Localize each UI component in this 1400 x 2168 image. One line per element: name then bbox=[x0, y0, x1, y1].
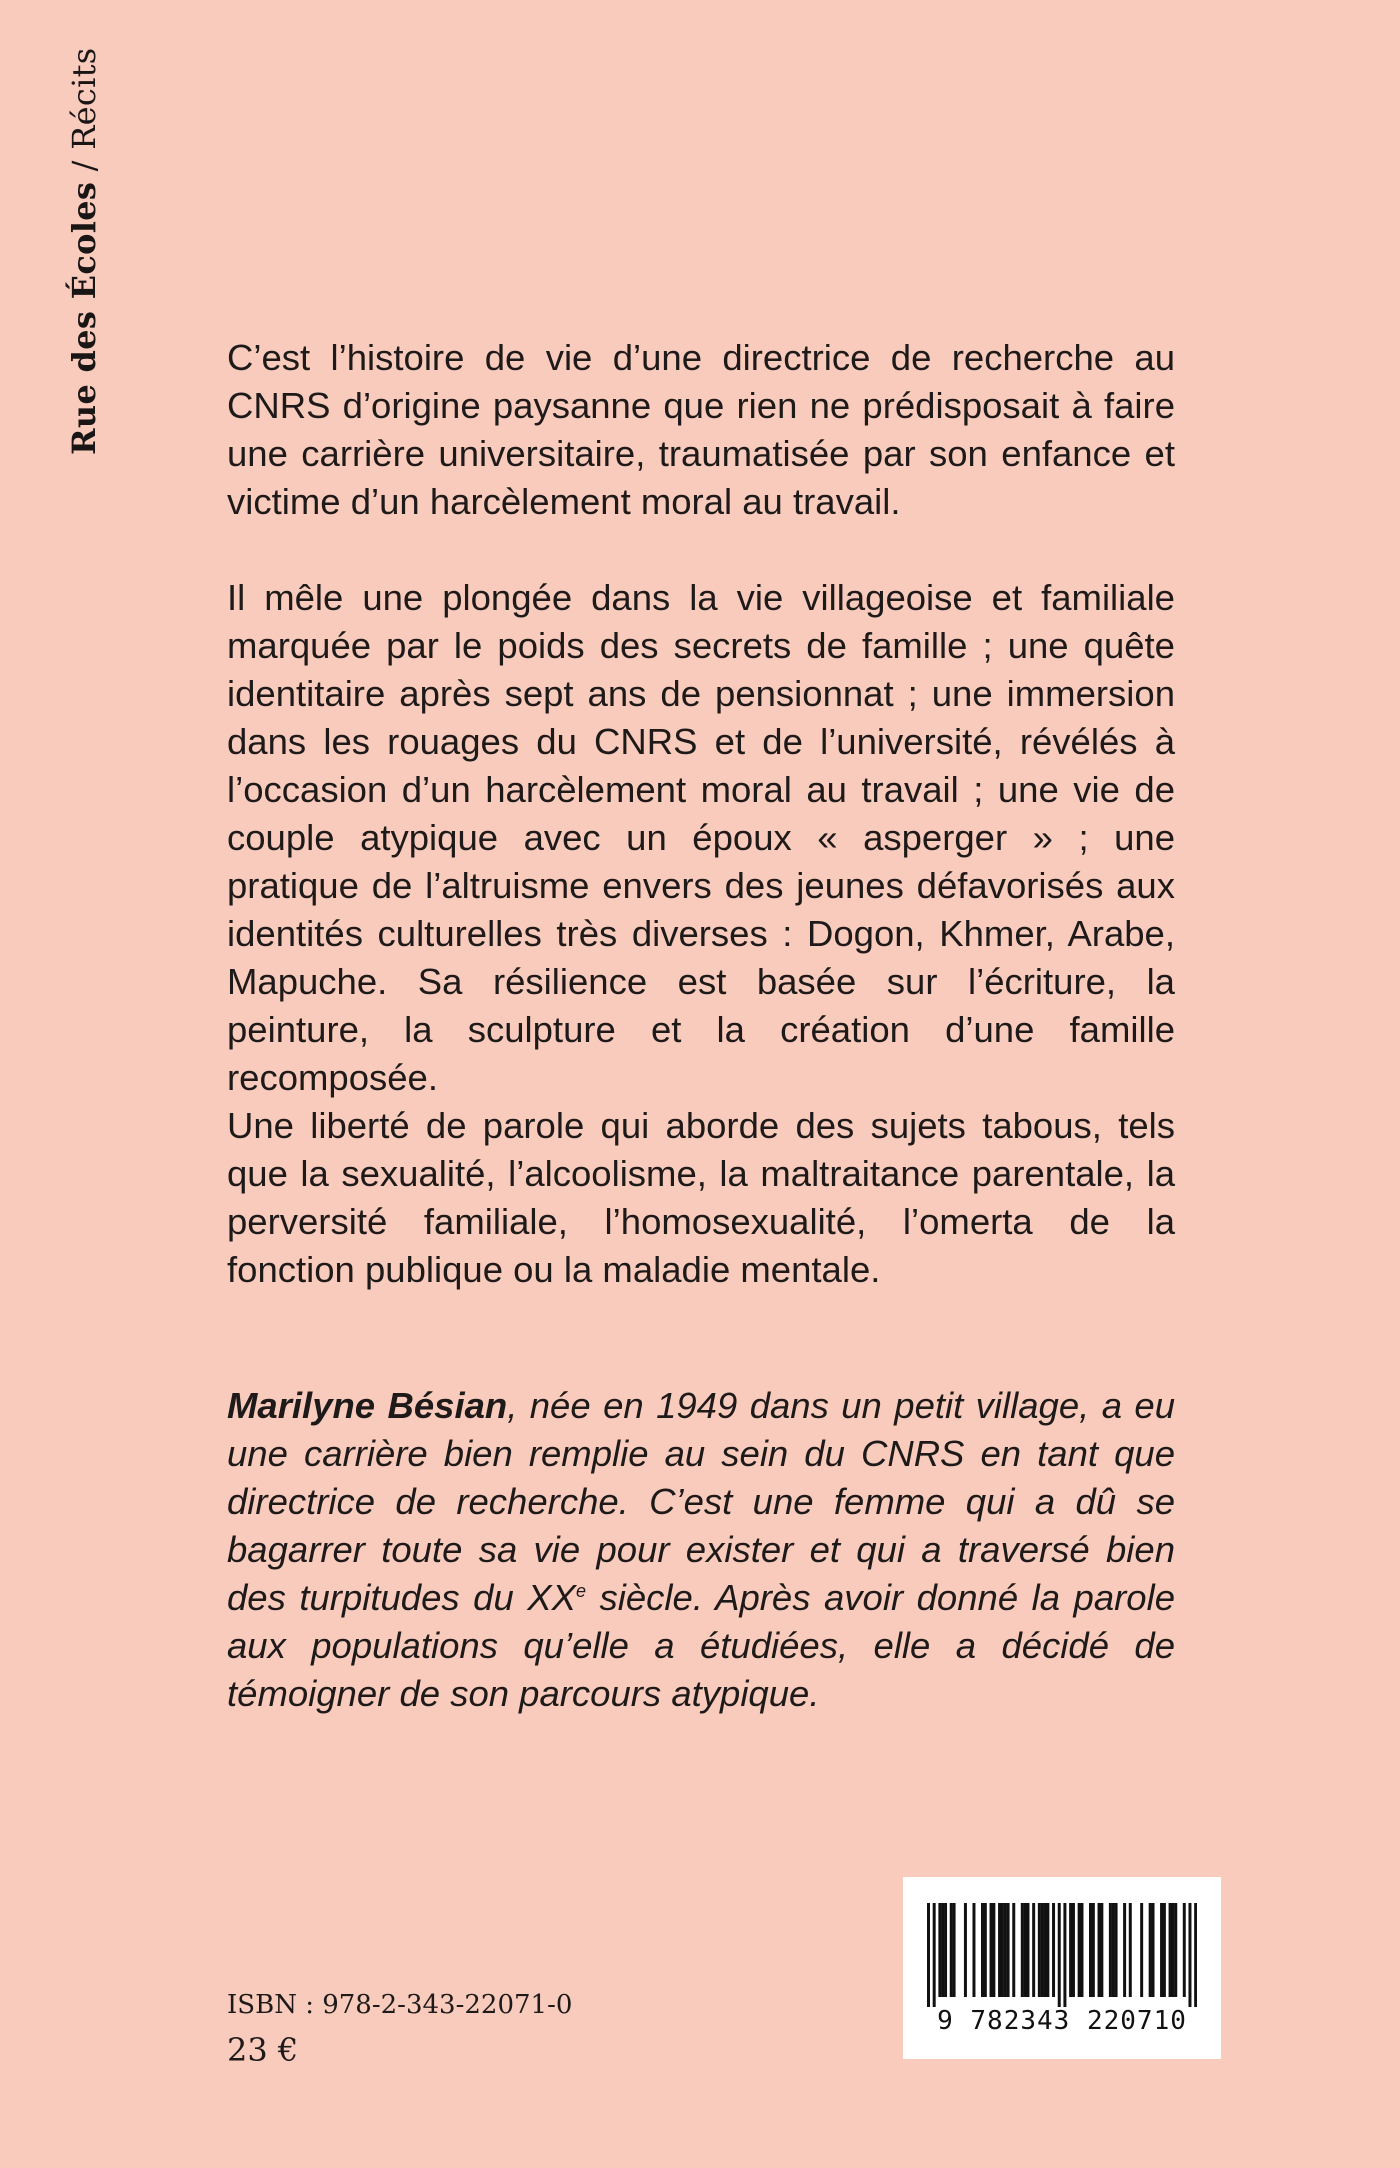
author-bio bbox=[227, 1382, 1175, 1766]
barcode-bar bbox=[1044, 1903, 1047, 1997]
barcode-bar bbox=[972, 1903, 975, 1997]
barcode-bar bbox=[927, 1903, 930, 2007]
barcode-bar bbox=[941, 1903, 944, 1997]
series-subtitle: Récits bbox=[65, 47, 103, 150]
barcode-bar bbox=[1092, 1903, 1095, 1997]
barcode-bar bbox=[1080, 1903, 1083, 1997]
barcode-bar bbox=[938, 1903, 941, 1997]
barcode-bar bbox=[1171, 1903, 1174, 1997]
barcode-bar bbox=[1112, 1903, 1115, 1997]
series-separator: / bbox=[65, 149, 103, 182]
barcode-bar bbox=[1098, 1903, 1101, 1997]
barcode-bar bbox=[1041, 1903, 1044, 1997]
barcode-bar bbox=[1100, 1903, 1103, 1997]
barcode-bar bbox=[1129, 1903, 1132, 1997]
barcode-bar bbox=[1004, 1903, 1007, 1997]
barcode-bar bbox=[1046, 1903, 1049, 1997]
barcode-bar bbox=[984, 1903, 987, 1997]
summary-paragraph-3 bbox=[227, 1102, 1175, 1342]
barcode-bar bbox=[1115, 1903, 1118, 1997]
barcode-bar bbox=[1001, 1903, 1004, 1997]
barcode-bar bbox=[1152, 1903, 1155, 1997]
barcode-bar bbox=[981, 1903, 984, 1997]
barcode-bar bbox=[1069, 1903, 1072, 1997]
barcode-bar bbox=[1174, 1903, 1177, 1997]
bio-text-part-1: , née en 1949 dans un petit village, a eu une carrière bien remplie au sein du CNRS en tant que directrice de recherche. C’est une femme qui a dû se bagarrer toute sa vie pour exister et qui a traversé bien des turpitudes du XX bbox=[227, 1385, 1176, 1618]
summary-text-3: Une liberté de parole qui aborde des sujets tabous, tels que la sexualité, l’alcoolisme, la maltraitance parentale, la perversité familiale, l’homosexualité, l’omerta de la fonction publique ou la maladie mentale. bbox=[227, 1105, 1175, 1290]
barcode-bar bbox=[1072, 1903, 1075, 1997]
bio-text-part-2: siècle. Après avoir donné la parole aux populations qu’elle a étudiées, elle a décidé de témoigner de son parcours atypique. bbox=[227, 1577, 1176, 1714]
barcode-bar bbox=[1109, 1903, 1112, 1997]
barcode-bar bbox=[1058, 1903, 1061, 2007]
barcode-bar bbox=[1194, 1903, 1197, 2007]
barcode-bar bbox=[1021, 1903, 1024, 1997]
barcode-bar bbox=[1063, 1903, 1066, 2007]
summary-text-1: C’est l’histoire de vie d’une directrice de recherche au CNRS d’origine paysanne que rien ne prédisposait à faire une carrière universitaire, traumatisée par son enfance et victime d’un harcèlement moral au travail. bbox=[227, 337, 1175, 522]
barcode-digits: 9 782343 220710 bbox=[937, 2006, 1187, 2036]
barcode-bar bbox=[1024, 1903, 1027, 1997]
barcode-bar bbox=[1183, 1903, 1186, 1997]
barcode-bar bbox=[1052, 1903, 1055, 1997]
isbn-text: ISBN : 978-2-343-22071-0 bbox=[227, 1990, 573, 2020]
barcode-bar bbox=[953, 1903, 956, 1997]
barcode-bar bbox=[1149, 1903, 1152, 1997]
barcode-bar bbox=[1089, 1903, 1092, 1997]
summary-paragraph-1 bbox=[227, 334, 1175, 574]
author-bio-text bbox=[227, 1382, 1175, 1718]
barcode-bar bbox=[1038, 1903, 1041, 1997]
author-name: Marilyne Bésian bbox=[227, 1385, 508, 1426]
barcode-bar bbox=[990, 1903, 993, 1997]
summary-paragraph-2 bbox=[227, 574, 1175, 1150]
century-superscript: e bbox=[575, 1580, 586, 1601]
barcode-bar bbox=[1012, 1903, 1015, 1997]
barcode-bar bbox=[992, 1903, 995, 1997]
barcode-bar bbox=[1007, 1903, 1010, 1997]
barcode-bars bbox=[927, 1903, 1197, 2007]
barcode-bar bbox=[1032, 1903, 1035, 1997]
barcode bbox=[903, 1877, 1221, 2059]
barcode-bar bbox=[1163, 1903, 1166, 1997]
barcode-bar bbox=[950, 1903, 953, 1997]
barcode-bar bbox=[933, 1903, 936, 2007]
summary-text-2: Il mêle une plongée dans la vie villageoise et familiale marquée par le poids des secrets de famille ; une quête identitaire après sept ans de pensionnat ; une immersion dans les rouages du CNRS et de l’université, révélés à l’occasion d’un harcèlement moral au travail ; une vie de couple atypique avec un époux « asperger » ; une pratique de l’altruisme envers des jeunes défavorisés aux identités culturelles très diverses : Dogon, Khmer, Arabe, Mapuche. Sa résilience est basée sur l’écriture, la peinture, la sculpture et la création d’une famille recomposée. bbox=[227, 577, 1175, 1098]
barcode-bar bbox=[1188, 1903, 1191, 2007]
barcode-bar bbox=[1123, 1903, 1126, 1997]
spine-series-label bbox=[56, 35, 112, 455]
barcode-bar bbox=[1140, 1903, 1143, 1997]
series-title: Rue des Écoles bbox=[65, 181, 103, 455]
barcode-bar bbox=[944, 1903, 947, 1997]
barcode-bar bbox=[1169, 1903, 1172, 1997]
barcode-bar bbox=[1026, 1903, 1029, 1997]
barcode-bar bbox=[964, 1903, 967, 1997]
barcode-bar bbox=[1078, 1903, 1081, 1997]
price-text: 23 € bbox=[227, 2031, 299, 2069]
barcode-bar bbox=[998, 1903, 1001, 1997]
barcode-bar bbox=[1160, 1903, 1163, 1997]
